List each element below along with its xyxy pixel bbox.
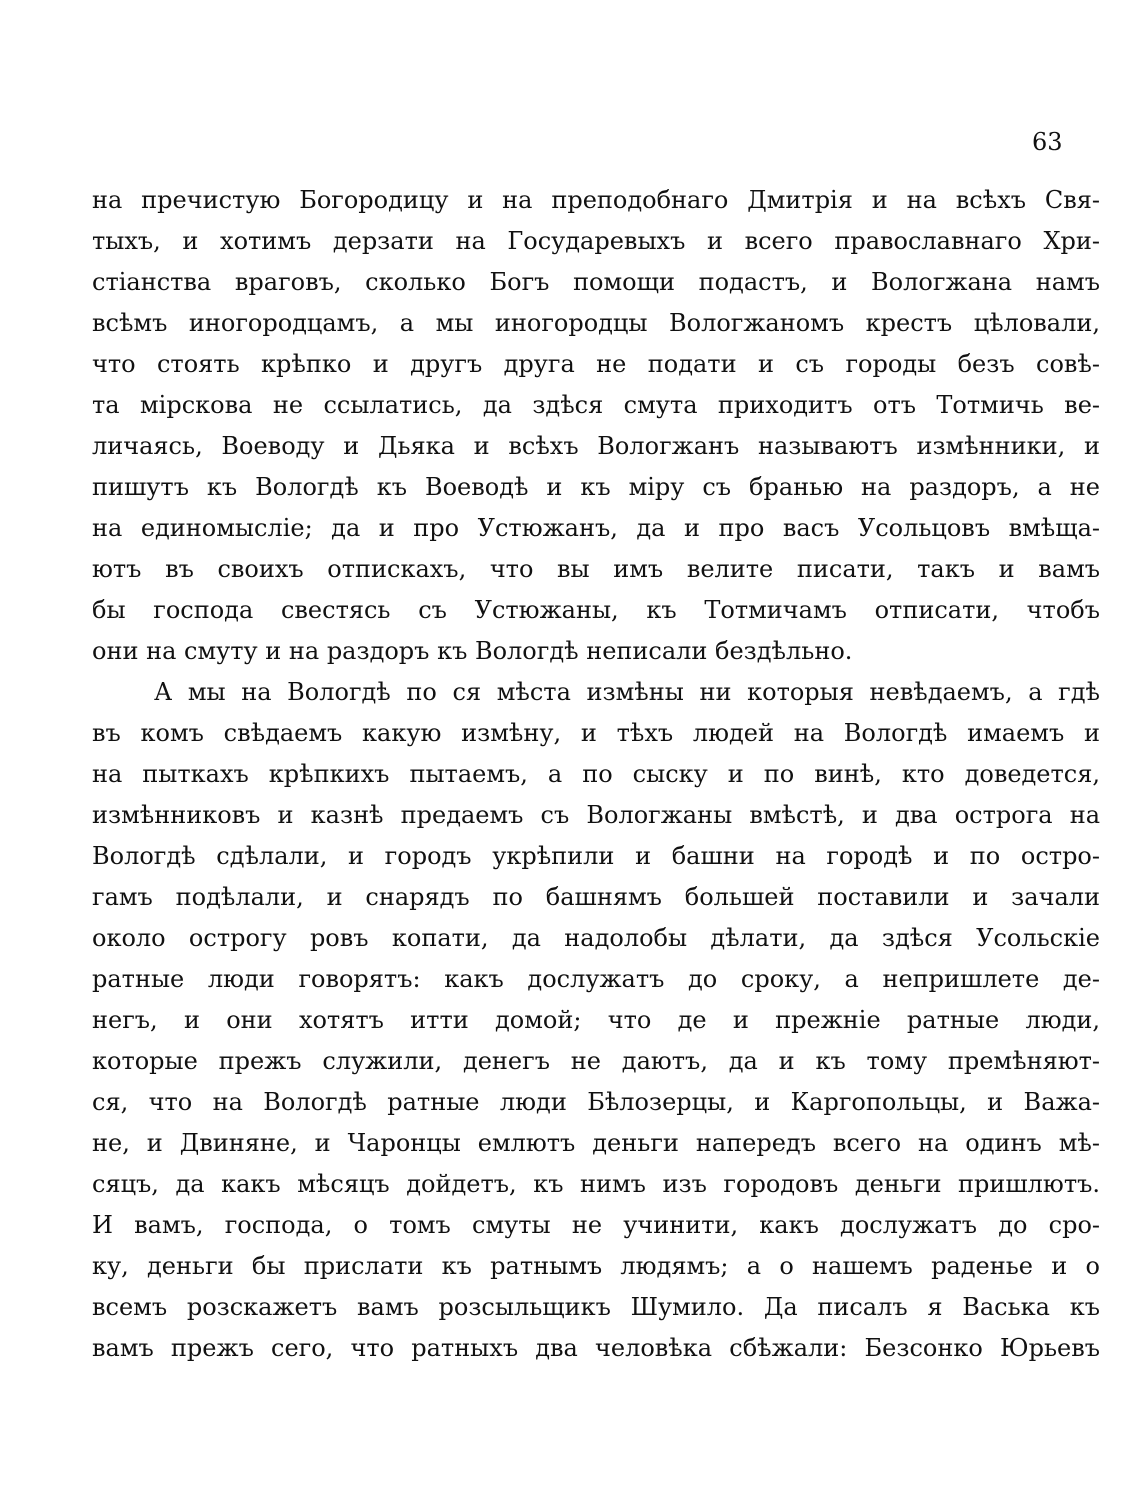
text-line: пишутъ къ Вологдѣ къ Воеводѣ и къ міру съ бранью на раздоръ, а не	[92, 473, 1100, 501]
paragraph-2	[92, 672, 1100, 1369]
paragraph-1	[92, 180, 1100, 672]
text-line: въ комъ свѣдаемъ какую измѣну, и тѣхъ людей на Вологдѣ имаемъ и	[92, 719, 1100, 747]
text-line: они на смуту и на раздоръ къ Вологдѣ неписали бездѣльно.	[92, 637, 853, 665]
text-line: тыхъ, и хотимъ дерзати на Государевыхъ и всего православнаго Хри-	[92, 227, 1100, 255]
text-line: всемъ розскажетъ вамъ розсыльщикъ Шумило. Да писалъ я Васька къ	[92, 1293, 1100, 1321]
text-line: личаясь, Воеводу и Дьяка и всѣхъ Вологжанъ называютъ измѣнники, и	[92, 432, 1100, 460]
text-line: стіанства враговъ, сколько Богъ помощи подастъ, и Вологжана намъ	[92, 268, 1100, 296]
text-line: ку, деньги бы прислати къ ратнымъ людямъ; а о нашемъ раденье и о	[92, 1252, 1100, 1280]
text-line: та мірскова не ссылатись, да здѣся смута приходитъ отъ Тотмичь ве-	[92, 391, 1100, 419]
text-line: И вамъ, господа, о томъ смуты не учинити, какъ дослужатъ до сро-	[92, 1211, 1100, 1239]
text-line: не, и Двиняне, и Чаронцы емлютъ деньги напередъ всего на одинъ мѣ-	[92, 1129, 1100, 1157]
text-line: вамъ прежъ сего, что ратныхъ два человѣка сбѣжали: Безсонко Юрьевъ	[92, 1334, 1100, 1362]
text-line: Вологдѣ сдѣлали, и городъ укрѣпили и башни на городѣ и по остро-	[92, 842, 1100, 870]
text-line: негъ, и они хотятъ итти домой; что де и прежніе ратные люди,	[92, 1006, 1100, 1034]
text-line: что стоять крѣпко и другъ друга не подати и съ городы безъ совѣ-	[92, 350, 1100, 378]
text-line: гамъ подѣлали, и снарядъ по башнямъ большей поставили и зачали	[92, 883, 1100, 911]
text-line: ратные люди говорятъ: какъ дослужатъ до сроку, а непришлете де-	[92, 965, 1100, 993]
text-line: сяцъ, да какъ мѣсяцъ дойдетъ, къ нимъ изъ городовъ деньги пришлютъ.	[92, 1170, 1100, 1198]
body-text	[92, 180, 1100, 1369]
text-line: ютъ въ своихъ отпискахъ, что вы имъ велите писати, такъ и вамъ	[92, 555, 1100, 583]
text-line: на пречистую Богородицу и на преподобнаго Дмитрія и на всѣхъ Свя-	[92, 186, 1100, 214]
text-line: всѣмъ иногородцамъ, а мы иногородцы Вологжаномъ крестъ цѣловали,	[92, 309, 1100, 337]
text-line: на единомысліе; да и про Устюжанъ, да и про васъ Усольцовъ вмѣща-	[92, 514, 1100, 542]
text-line: бы господа свестясь съ Устюжаны, къ Тотмичамъ отписати, чтобъ	[92, 596, 1100, 624]
text-line: которые прежъ служили, денегъ не даютъ, да и къ тому премѣняют-	[92, 1047, 1100, 1075]
text-line: около острогу ровъ копати, да надолобы дѣлати, да здѣся Усольскіе	[92, 924, 1100, 952]
text-line: А мы на Вологдѣ по ся мѣста измѣны ни которыя невѣдаемъ, а гдѣ	[154, 678, 1100, 706]
text-line: ся, что на Вологдѣ ратные люди Бѣлозерцы, и Каргопольцы, и Важа-	[92, 1088, 1100, 1116]
page-number: 63	[1032, 128, 1063, 156]
text-line: на пыткахъ крѣпкихъ пытаемъ, а по сыску и по винѣ, кто доведется,	[92, 760, 1100, 788]
text-line: измѣнниковъ и казнѣ предаемъ съ Вологжаны вмѣстѣ, и два острога на	[92, 801, 1100, 829]
